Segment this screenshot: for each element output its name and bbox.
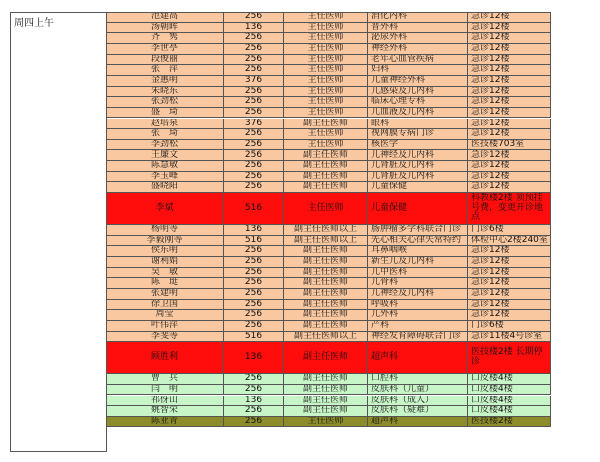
cell-name: 叶伟萍 [106, 321, 224, 332]
cell-title: 副主任医师 [284, 310, 368, 321]
cell-loc: 急诊12楼 [468, 108, 551, 119]
cell-loc: 医技楼2楼 长期停诊 [468, 342, 551, 374]
cell-id: 256 [224, 246, 284, 257]
cell-name: 李玉峰 [106, 172, 224, 183]
cell-dept: 儿骨科 [368, 278, 468, 289]
cell-name: 张 萍 [106, 65, 224, 76]
cell-loc: 急诊12楼 [468, 182, 551, 193]
cell-dept: 呼吸科 [368, 300, 468, 311]
cell-name: 汤朝晖 [106, 23, 224, 34]
cell-name: 李毅刚等 [106, 236, 224, 247]
cell-name: 吴 敏 [106, 268, 224, 279]
cell-id: 256 [224, 97, 284, 108]
cell-loc: 口皮楼4楼 [468, 406, 551, 417]
cell-dept: 消化内科 [368, 12, 468, 23]
cell-id: 256 [224, 55, 284, 66]
cell-loc: 体检中心2楼240室 [468, 236, 551, 247]
cell-loc: 急诊12楼 [468, 119, 551, 130]
cell-id: 256 [224, 257, 284, 268]
cell-title: 副主任医师 [284, 268, 368, 279]
cell-id: 516 [224, 332, 284, 343]
cell-name: 范建高 [106, 12, 224, 23]
cell-loc: 急诊12楼 [468, 87, 551, 98]
cell-title: 副主任医师 [284, 396, 368, 407]
cell-dept: 口腔科 [368, 374, 468, 385]
cell-id: 256 [224, 172, 284, 183]
cell-loc: 急诊12楼 [468, 33, 551, 44]
cell-name: 金惠明 [106, 76, 224, 87]
cell-id: 256 [224, 268, 284, 279]
cell-name: 周莹 [106, 310, 224, 321]
cell-dept: 儿童保健 [368, 182, 468, 193]
cell-loc: 急诊12楼 [468, 172, 551, 183]
cell-title: 副主任医师 [284, 342, 368, 374]
cell-title: 副主任医师 [284, 246, 368, 257]
cell-id: 256 [224, 33, 284, 44]
cell-name: 张劲松 [106, 97, 224, 108]
cell-dept: 儿肾脏及儿内科 [368, 172, 468, 183]
cell-dept: 神经外科 [368, 44, 468, 55]
cell-dept: 儿神经及儿内科 [368, 150, 468, 161]
cell-name: 张 琦 [106, 129, 224, 140]
cell-title: 副主任医师以上 [284, 225, 368, 236]
cell-loc: 急诊12楼 [468, 310, 551, 321]
cell-dept: 耳鼻咽喉 [368, 246, 468, 257]
cell-title: 主任医师 [284, 76, 368, 87]
cell-dept: 肠肿瘤多学科联合门诊 [368, 225, 468, 236]
cell-id: 256 [224, 406, 284, 417]
cell-name: 闫 明 [106, 385, 224, 396]
cell-dept: 新生儿及儿内科 [368, 257, 468, 268]
cell-id: 256 [224, 289, 284, 300]
cell-dept: 儿感染及儿内科 [368, 87, 468, 98]
cell-loc: 急诊12楼 [468, 55, 551, 66]
cell-title: 主任医师 [284, 193, 368, 225]
cell-title: 主任医师 [284, 23, 368, 34]
cell-dept: 眼科 [368, 119, 468, 130]
cell-title: 副主任医师 [284, 374, 368, 385]
cell-title: 主任医师 [284, 129, 368, 140]
cell-name: 谢利娟 [106, 257, 224, 268]
cell-name: 侯东明 [106, 246, 224, 257]
cell-id: 136 [224, 225, 284, 236]
cell-id: 256 [224, 140, 284, 151]
cell-loc: 口皮楼4楼 [468, 374, 551, 385]
cell-loc: 急诊12楼 [468, 161, 551, 172]
cell-dept: 儿童神经外科 [368, 76, 468, 87]
cell-dept: 皮肤科（成人） [368, 396, 468, 407]
cell-loc: 急诊12楼 [468, 97, 551, 108]
cell-title: 副主任医师 [284, 172, 368, 183]
cell-id: 256 [224, 129, 284, 140]
cell-dept: 核医学 [368, 140, 468, 151]
cell-title: 主任医师 [284, 33, 368, 44]
cell-title: 主任医师 [284, 97, 368, 108]
cell-title: 主任医师 [284, 44, 368, 55]
cell-name: 李斌 [106, 193, 224, 225]
cell-loc: 门诊6楼 [468, 225, 551, 236]
cell-dept: 普外科 [368, 23, 468, 34]
cell-title: 副主任医师以上 [284, 332, 368, 343]
cell-loc: 急诊12楼 [468, 268, 551, 279]
cell-loc: 急诊12楼 [468, 257, 551, 268]
cell-title: 副主任医师 [284, 161, 368, 172]
cell-id: 256 [224, 108, 284, 119]
cell-name: 王廉文 [106, 150, 224, 161]
cell-title: 副主任医师 [284, 257, 368, 268]
cell-id: 256 [224, 300, 284, 311]
cell-loc: 急诊12楼 [468, 278, 551, 289]
cell-title: 主任医师 [284, 140, 368, 151]
cell-name: 李世亭 [106, 44, 224, 55]
cell-loc: 急诊12楼 [468, 23, 551, 34]
cell-id: 376 [224, 119, 284, 130]
cell-title: 主任医师 [284, 55, 368, 66]
cell-name: 盛晓阳 [106, 182, 224, 193]
cell-loc: 急诊12楼 [468, 246, 551, 257]
cell-title: 副主任医师 [284, 321, 368, 332]
cell-id: 256 [224, 385, 284, 396]
cell-title: 副主任医师 [284, 278, 368, 289]
cell-title: 主任医师 [284, 87, 368, 98]
cell-loc: 医技楼703室 [468, 140, 551, 151]
cell-name: 张建明 [106, 289, 224, 300]
cell-id: 256 [224, 65, 284, 76]
cell-dept: 儿肾脏及儿内科 [368, 161, 468, 172]
cell-dept: 皮肤科（疑难） [368, 406, 468, 417]
cell-id: 376 [224, 76, 284, 87]
cell-name: 李斐等 [106, 332, 224, 343]
cell-name: 盛 琦 [106, 108, 224, 119]
cell-loc: 口皮楼4楼 [468, 385, 551, 396]
cell-title: 主任医师 [284, 12, 368, 23]
cell-title: 副主任医师 [284, 300, 368, 311]
cell-name: 祁伢山 [106, 396, 224, 407]
cell-dept: 临床心理专科 [368, 97, 468, 108]
cell-title: 主任医师 [284, 417, 368, 428]
cell-id: 256 [224, 12, 284, 23]
cell-dept: 妇科 [368, 65, 468, 76]
cell-title: 副主任医师 [284, 182, 368, 193]
cell-dept: 儿中医科 [368, 268, 468, 279]
cell-title: 副主任医师以上 [284, 236, 368, 247]
cell-id: 256 [224, 182, 284, 193]
cell-name: 赵培泉 [106, 119, 224, 130]
cell-name: 齐 隽 [106, 33, 224, 44]
cell-name: 曹 兵 [106, 374, 224, 385]
cell-dept: 老年心血管疾病 [368, 55, 468, 66]
cell-id: 256 [224, 417, 284, 428]
cell-name: 朱晓东 [106, 87, 224, 98]
cell-name: 陈慧敏 [106, 161, 224, 172]
cell-id: 516 [224, 193, 284, 225]
cell-id: 256 [224, 150, 284, 161]
cell-dept: 产科 [368, 321, 468, 332]
cell-loc: 急诊12楼 [468, 65, 551, 76]
cell-title: 主任医师 [284, 108, 368, 119]
cell-name: 段俊丽 [106, 55, 224, 66]
cell-title: 副主任医师 [284, 385, 368, 396]
cell-loc: 科教楼2楼 须预挂号费，变更开诊地点 [468, 193, 551, 225]
cell-name: 顾胜利 [106, 342, 224, 374]
cell-loc: 急诊12楼 [468, 76, 551, 87]
cell-dept: 儿童保健 [368, 193, 468, 225]
cell-loc: 急诊12楼 [468, 129, 551, 140]
cell-id: 136 [224, 23, 284, 34]
cell-loc: 急诊12楼 [468, 300, 551, 311]
cell-name: 陈 珽 [106, 278, 224, 289]
cell-id: 256 [224, 310, 284, 321]
cell-title: 副主任医师 [284, 289, 368, 300]
cell-dept: 儿外科 [368, 310, 468, 321]
cell-id: 256 [224, 374, 284, 385]
cell-id: 256 [224, 321, 284, 332]
cell-loc: 急诊12楼 [468, 12, 551, 23]
cell-dept: 先心相关心律失常特约 [368, 236, 468, 247]
cell-loc: 急诊12楼 [468, 44, 551, 55]
cell-loc: 急诊12楼 [468, 150, 551, 161]
cell-loc: 口皮楼4楼 [468, 396, 551, 407]
cell-id: 516 [224, 236, 284, 247]
cell-id: 256 [224, 44, 284, 55]
cell-loc: 急诊12楼 [468, 289, 551, 300]
cell-name: 姚智荣 [106, 406, 224, 417]
cell-dept: 儿血液及儿内科 [368, 108, 468, 119]
cell-name: 徐卫国 [106, 300, 224, 311]
cell-name: 陈亚青 [106, 417, 224, 428]
cell-id: 136 [224, 342, 284, 374]
cell-name: 杨明等 [106, 225, 224, 236]
cell-id: 256 [224, 87, 284, 98]
cell-title: 副主任医师 [284, 119, 368, 130]
cell-dept: 超声科 [368, 417, 468, 428]
cell-title: 副主任医师 [284, 406, 368, 417]
cell-loc: 门诊6楼 [468, 321, 551, 332]
day-label: 周四上午 [14, 18, 54, 29]
cell-name: 李劲松 [106, 140, 224, 151]
cell-title: 副主任医师 [284, 150, 368, 161]
cell-id: 136 [224, 396, 284, 407]
cell-dept: 超声科 [368, 342, 468, 374]
cell-loc: 医技楼2楼 [468, 417, 551, 428]
cell-dept: 视网膜专病门诊 [368, 129, 468, 140]
cell-dept: 泌尿外科 [368, 33, 468, 44]
cell-dept: 皮肤科（儿童） [368, 385, 468, 396]
cell-id: 256 [224, 161, 284, 172]
cell-loc: 急诊11楼4号诊室 [468, 332, 551, 343]
cell-dept: 神经发育障碍联合门诊 [368, 332, 468, 343]
cell-title: 主任医师 [284, 65, 368, 76]
cell-id: 256 [224, 278, 284, 289]
cell-dept: 儿神经及儿内科 [368, 289, 468, 300]
